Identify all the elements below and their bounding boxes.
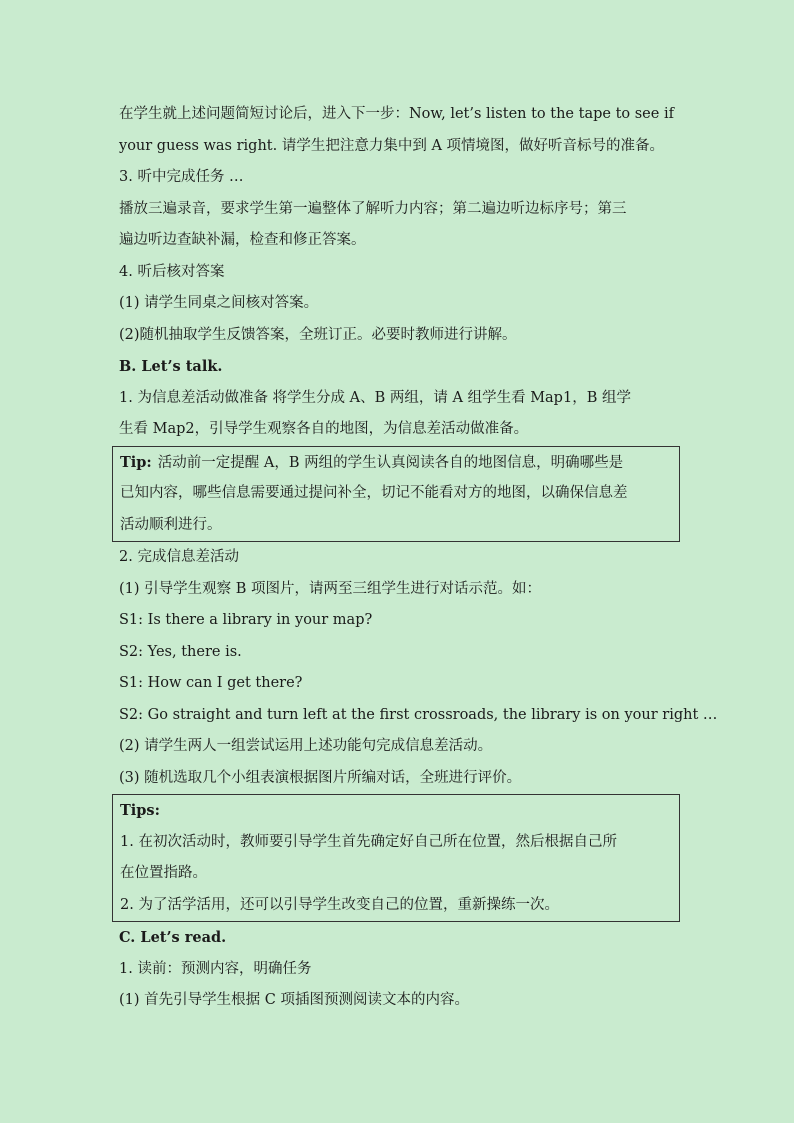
text-line: 播放三遍录音，要求学生第一遍整体了解听力内容；第二遍边听边标序号；第三 (119, 200, 627, 217)
section-c-heading: C. Let’s read. (119, 929, 227, 946)
tip-line: 在位置指路。 (120, 865, 207, 881)
step-heading: 3. 听中完成任务 … (119, 169, 244, 185)
tip-box-1 (112, 446, 680, 543)
section-b-step1 (119, 383, 794, 446)
dialogue-line: S1: Is there a library in your map? (119, 612, 373, 628)
tip-text: 活动前一定提醒 A，B 两组的学生认真阅读各自的地图信息，明确哪些是 (157, 454, 624, 471)
text-line: your guess was right. 请学生把注意力集中到 A 项情境图，做好听音标号的准备。 (119, 137, 665, 154)
tip-line: 1. 在初次活动时，教师要引导学生首先确定好自己所在位置，然后根据自己所 (120, 833, 617, 850)
text-line: 生看 Map2，引导学生观察各自的地图，为信息差活动做准备。 (119, 421, 529, 437)
dialogue-line: S1: How can I get there? (119, 675, 303, 691)
text-line: 遍边听边查缺补漏，检查和修正答案。 (119, 232, 366, 248)
text-line: 在学生就上述问题简短讨论后，进入下一步：Now, let’s listen to the tape to see if (119, 106, 674, 122)
text-line: (2)随机抽取学生反馈答案，全班订正。必要时教师进行讲解。 (119, 326, 517, 343)
tip-line: 活动顺利进行。 (120, 516, 222, 533)
step-heading: 2. 完成信息差活动 (119, 549, 239, 565)
tip-label: Tips: (120, 802, 160, 819)
section-b-heading: B. Let’s talk. (119, 358, 223, 375)
text-line: (1) 请学生同桌之间核对答案。 (119, 295, 319, 311)
tip-line (120, 447, 679, 479)
text-line: 1. 为信息差活动做准备 将学生分成 A、B 两组，请 A 组学生看 Map1，B 组学 (119, 389, 631, 406)
text-line: (1) 首先引导学生根据 C 项插图预测阅读文本的内容。 (119, 992, 469, 1008)
tip-box-2 (112, 794, 680, 922)
dialogue-line: S2: Go straight and turn left at the first crossroads, the library is on your right … (119, 706, 718, 723)
step-heading: 1. 读前：预测内容，明确任务 (119, 960, 312, 977)
section-c-step1 (119, 954, 794, 1017)
text-line: (1) 引导学生观察 B 项图片，请两至三组学生进行对话示范。如： (119, 580, 542, 597)
intro-paragraph (119, 99, 794, 351)
tip-label: Tip: (120, 453, 152, 471)
text-line: (2) 请学生两人一组尝试运用上述功能句完成信息差活动。 (119, 738, 493, 754)
step-heading: 4. 听后核对答案 (119, 263, 225, 280)
tip-line: 2. 为了活学活用，还可以引导学生改变自己的位置，重新操练一次。 (120, 896, 559, 913)
text-line: (3) 随机选取几个小组表演根据图片所编对话，全班进行评价。 (119, 769, 522, 786)
section-b-step2 (119, 542, 794, 794)
dialogue-line: S2: Yes, there is. (119, 643, 242, 660)
tip-line: 已知内容，哪些信息需要通过提问补全，切记不能看对方的地图，以确保信息差 (120, 485, 628, 501)
